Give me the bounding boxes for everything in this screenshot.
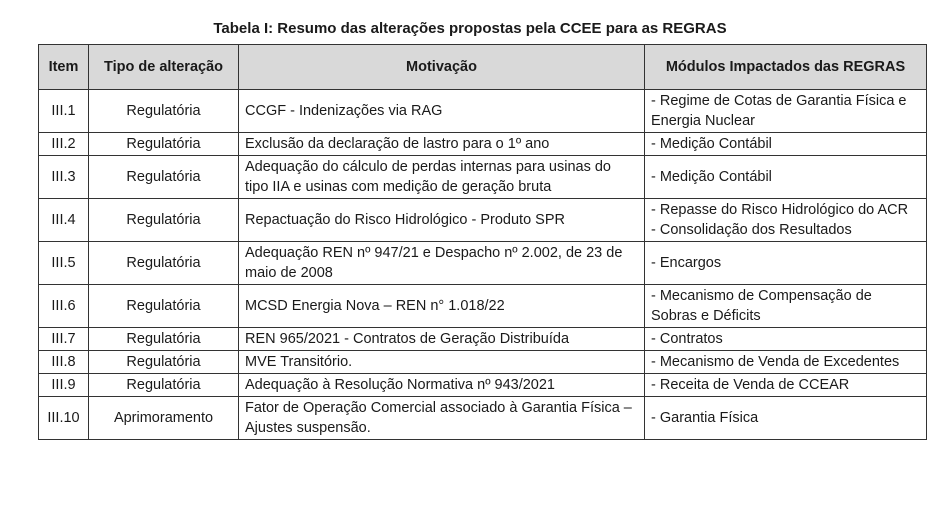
cell-modulos [645, 242, 927, 285]
cell-item: III.2 [39, 133, 89, 156]
cell-item: III.5 [39, 242, 89, 285]
header-modulos: Módulos Impactados das REGRAS [645, 45, 927, 90]
cell-modulos [645, 90, 927, 133]
cell-motivacao: Repactuação do Risco Hidrológico - Produto SPR [239, 199, 645, 242]
changes-table [38, 44, 927, 440]
cell-item: III.6 [39, 285, 89, 328]
cell-item: III.8 [39, 351, 89, 374]
cell-tipo: Regulatória [89, 328, 239, 351]
cell-motivacao: REN 965/2021 - Contratos de Geração Distribuída [239, 328, 645, 351]
table-row [39, 374, 927, 397]
modulo-entry: - Receita de Venda de CCEAR [651, 377, 850, 393]
modulo-entry: - Mecanismo de Compensação de Sobras e Déficits [651, 288, 872, 324]
table-caption: Tabela I: Resumo das alterações propostas pela CCEE para as REGRAS [213, 20, 727, 37]
modulo-entry: - Regime de Cotas de Garantia Física e Energia Nuclear [651, 93, 907, 129]
header-motivacao: Motivação [239, 45, 645, 90]
table-row [39, 242, 927, 285]
modulo-entry: - Medição Contábil [651, 136, 772, 152]
table-row [39, 90, 927, 133]
cell-item: III.3 [39, 156, 89, 199]
cell-tipo: Regulatória [89, 242, 239, 285]
modulo-entry: - Garantia Física [651, 410, 759, 426]
cell-motivacao: MVE Transitório. [239, 351, 645, 374]
modulo-entry: - Medição Contábil [651, 169, 772, 185]
cell-modulos [645, 285, 927, 328]
cell-modulos [645, 328, 927, 351]
cell-modulos [645, 156, 927, 199]
modulo-entry: - Encargos [651, 255, 722, 271]
cell-motivacao: Exclusão da declaração de lastro para o 1º ano [239, 133, 645, 156]
cell-modulos [645, 351, 927, 374]
cell-tipo: Regulatória [89, 199, 239, 242]
cell-modulos [645, 133, 927, 156]
header-tipo: Tipo de alteração [89, 45, 239, 90]
header-row [39, 45, 927, 90]
cell-tipo: Regulatória [89, 133, 239, 156]
cell-tipo: Regulatória [89, 90, 239, 133]
cell-tipo: Regulatória [89, 156, 239, 199]
table-row [39, 199, 927, 242]
cell-modulos [645, 199, 927, 242]
cell-tipo: Regulatória [89, 374, 239, 397]
cell-motivacao: Adequação REN nº 947/21 e Despacho nº 2.002, de 23 de maio de 2008 [239, 242, 645, 285]
header-item: Item [39, 45, 89, 90]
cell-tipo: Aprimoramento [89, 397, 239, 440]
cell-item: III.1 [39, 90, 89, 133]
cell-motivacao: MCSD Energia Nova – REN n° 1.018/22 [239, 285, 645, 328]
table-row [39, 397, 927, 440]
cell-item: III.4 [39, 199, 89, 242]
cell-tipo: Regulatória [89, 285, 239, 328]
cell-motivacao: Adequação do cálculo de perdas internas para usinas do tipo IIA e usinas com medição de geração bruta [239, 156, 645, 199]
cell-modulos [645, 397, 927, 440]
cell-motivacao: Fator de Operação Comercial associado à Garantia Física – Ajustes suspensão. [239, 397, 645, 440]
cell-tipo: Regulatória [89, 351, 239, 374]
modulo-entry: - Mecanismo de Venda de Excedentes [651, 354, 900, 370]
cell-motivacao: Adequação à Resolução Normativa nº 943/2021 [239, 374, 645, 397]
modulo-entry: - Contratos [651, 331, 723, 347]
table-body [39, 90, 927, 440]
modulo-entry: - Repasse do Risco Hidrológico do ACR [651, 202, 909, 218]
cell-item: III.7 [39, 328, 89, 351]
cell-item: III.10 [39, 397, 89, 440]
table-row [39, 156, 927, 199]
modulo-entry: - Consolidação dos Resultados [651, 222, 852, 238]
table-row [39, 351, 927, 374]
cell-item: III.9 [39, 374, 89, 397]
table-row [39, 133, 927, 156]
cell-motivacao: CCGF - Indenizações via RAG [239, 90, 645, 133]
table-row [39, 328, 927, 351]
cell-modulos [645, 374, 927, 397]
table-row [39, 285, 927, 328]
